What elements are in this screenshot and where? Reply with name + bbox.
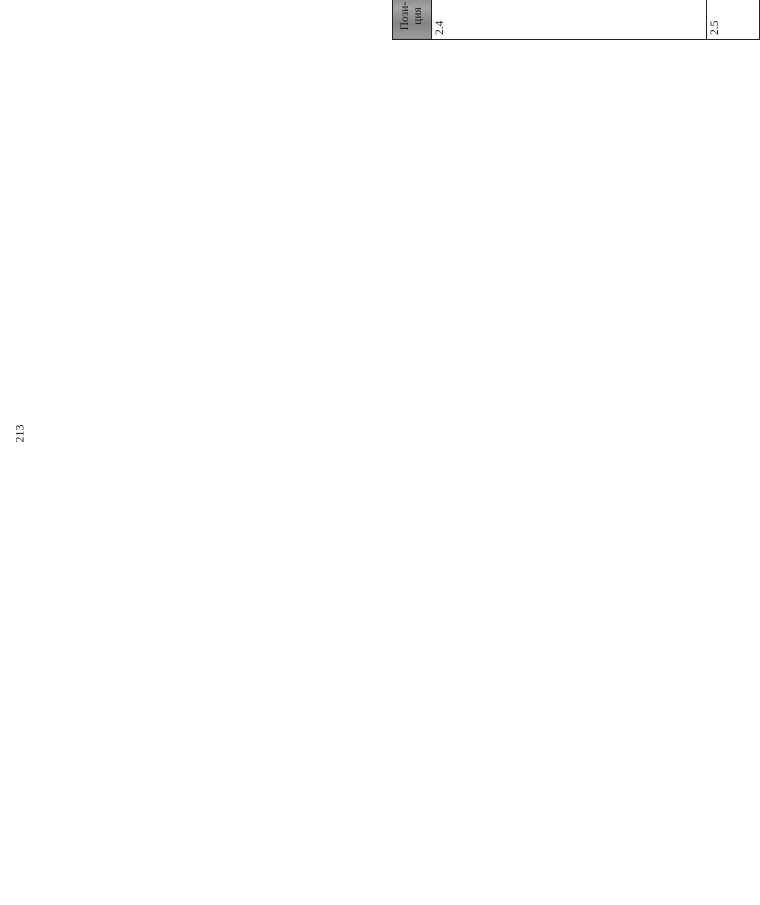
- table-row: [432, 0, 707, 40]
- rotated-table-frame: [40, 1, 721, 840]
- specification-table: [392, 0, 760, 40]
- header-position: Пози-ция: [393, 0, 432, 40]
- cell-position: 2.5: [707, 0, 760, 40]
- rotated-sheet: [392, 0, 744, 40]
- page-number: 213: [12, 424, 27, 443]
- table-header-row: [393, 0, 432, 40]
- table-row: [707, 0, 760, 40]
- cell-position: 2.4: [432, 0, 707, 40]
